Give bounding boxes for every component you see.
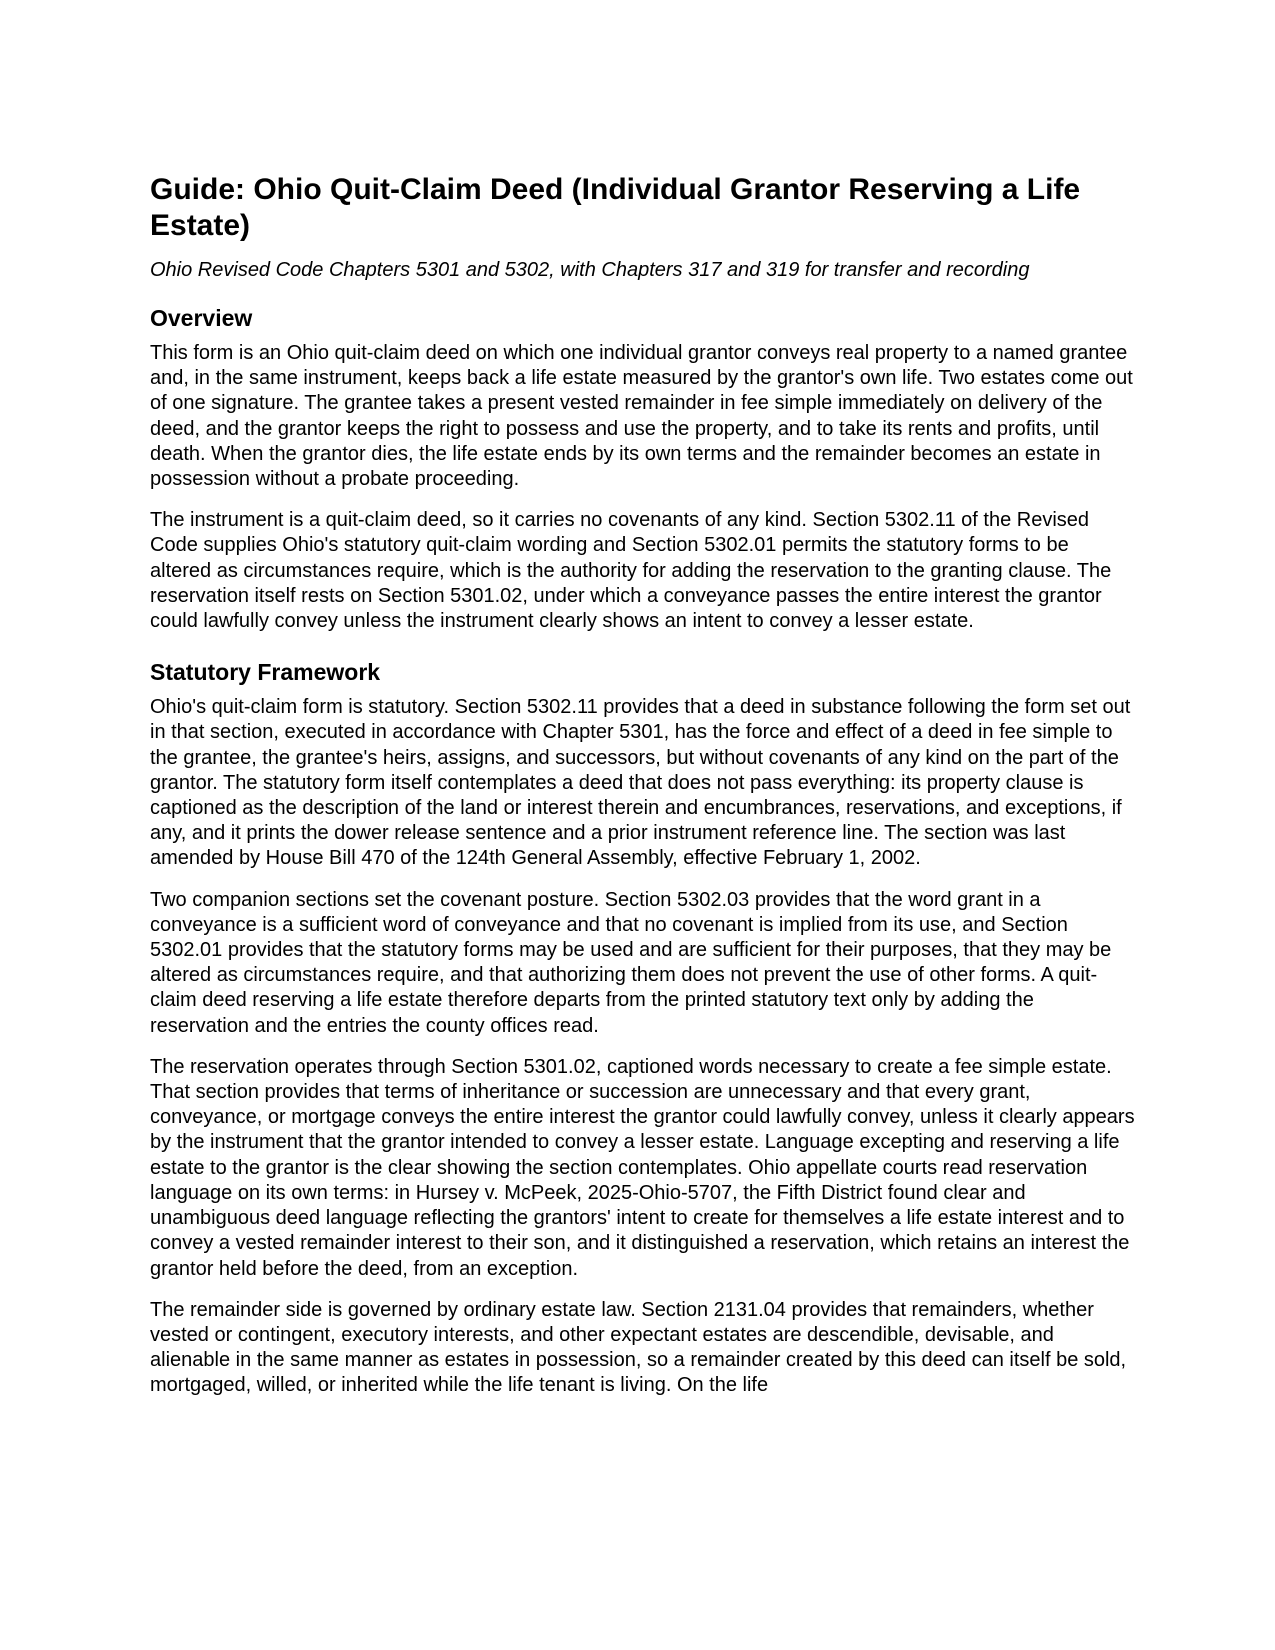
framework-paragraph-1: Ohio's quit-claim form is statutory. Section 5302.11 provides that a deed in substance following the form set out in that section, executed in accordance with Chapter 5301, has the force and effect of a deed in fee simple to the grantee, the grantee's heirs, assigns, and successors, but without covenants of any kind on the part of the grantor. The statutory form itself contemplates a deed that does not pass everything: its property clause is captioned as the description of the land or interest therein and encumbrances, reservations, and exceptions, if any, and it prints the dower release sentence and a prior instrument reference line. The section was last amended by House Bill 470 of the 124th General Assembly, effective February 1, 2002. xyxy=(150,696,1131,870)
document-subtitle: Ohio Revised Code Chapters 5301 and 5302, with Chapters 317 and 319 for transfer and recording xyxy=(150,259,1030,281)
overview-paragraph-1: This form is an Ohio quit-claim deed on which one individual grantor conveys real property to a named grantee and, in the same instrument, keeps back a life estate measured by the grantor's own life. Two estates come out of one signature. The grantee takes a present vested remainder in fee simple immediately on delivery of the deed, and the grantor keeps the right to possess and use the property, and to take its rents and profits, until death. When the grantor dies, the life estate ends by its own terms and the remainder becomes an estate in possession without a probate proceeding. xyxy=(150,342,1133,491)
overview-paragraph-2: The instrument is a quit-claim deed, so it carries no covenants of any kind. Section 5302.11 of the Revised Code supplies Ohio's statutory quit-claim wording and Section 5302.01 permits the statutory forms to be altered as circumstances require, which is the authority for adding the reservation to the granting clause. The reservation itself rests on Section 5301.02, under which a conveyance passes the entire interest the grantor could lawfully convey unless the instrument clearly shows an intent to convey a lesser estate. xyxy=(150,509,1112,633)
section-heading-statutory-framework: Statutory Framework xyxy=(150,659,381,686)
document-title: Guide: Ohio Quit-Claim Deed (Individual Grantor Reserving a Life Estate) xyxy=(150,173,1081,242)
framework-paragraph-3: The reservation operates through Section 5301.02, captioned words necessary to create a fee simple estate. That section provides that terms of inheritance or succession are unnecessary and that every grant, conveyance, or mortgage conveys the entire interest the grantor could lawfully convey, unless it clearly appears by the instrument that the grantor intended to convey a lesser estate. Language excepting and reserving a life estate to the grantor is the clear showing the section contemplates. Ohio appellate courts read reservation language on its own terms: in Hursey v. McPeek, 2025-Ohio-5707, the Fifth District found clear and unambiguous deed language reflecting the grantors' intent to create for themselves a life estate interest and to convey a vested remainder interest to their son, and it distinguished a reservation, which retains an interest the grantor held before the deed, from an exception. xyxy=(150,1055,1135,1280)
section-heading-overview: Overview xyxy=(150,305,253,331)
document-page xyxy=(150,172,1135,1415)
framework-paragraph-2: Two companion sections set the covenant posture. Section 5302.03 provides that the word grant in a conveyance is a sufficient word of conveyance and that no covenant is implied from its use, and Section 5302.01 provides that the statutory forms may be used and are sufficient for their purposes, that they may be altered as circumstances require, and that authorizing them does not prevent the use of other forms. A quit-claim deed reserving a life estate therefore departs from the printed statutory text only by adding the reservation and the entries the county offices read. xyxy=(150,888,1112,1037)
framework-paragraph-4: The remainder side is governed by ordinary estate law. Section 2131.04 provides that remainders, whether vested or contingent, executory interests, and other expectant estates are descendible, devisable, and alienable in the same manner as estates in possession, so a remainder created by this deed can itself be sold, mortgaged, willed, or inherited while the life tenant is living. On the life xyxy=(150,1298,1127,1397)
